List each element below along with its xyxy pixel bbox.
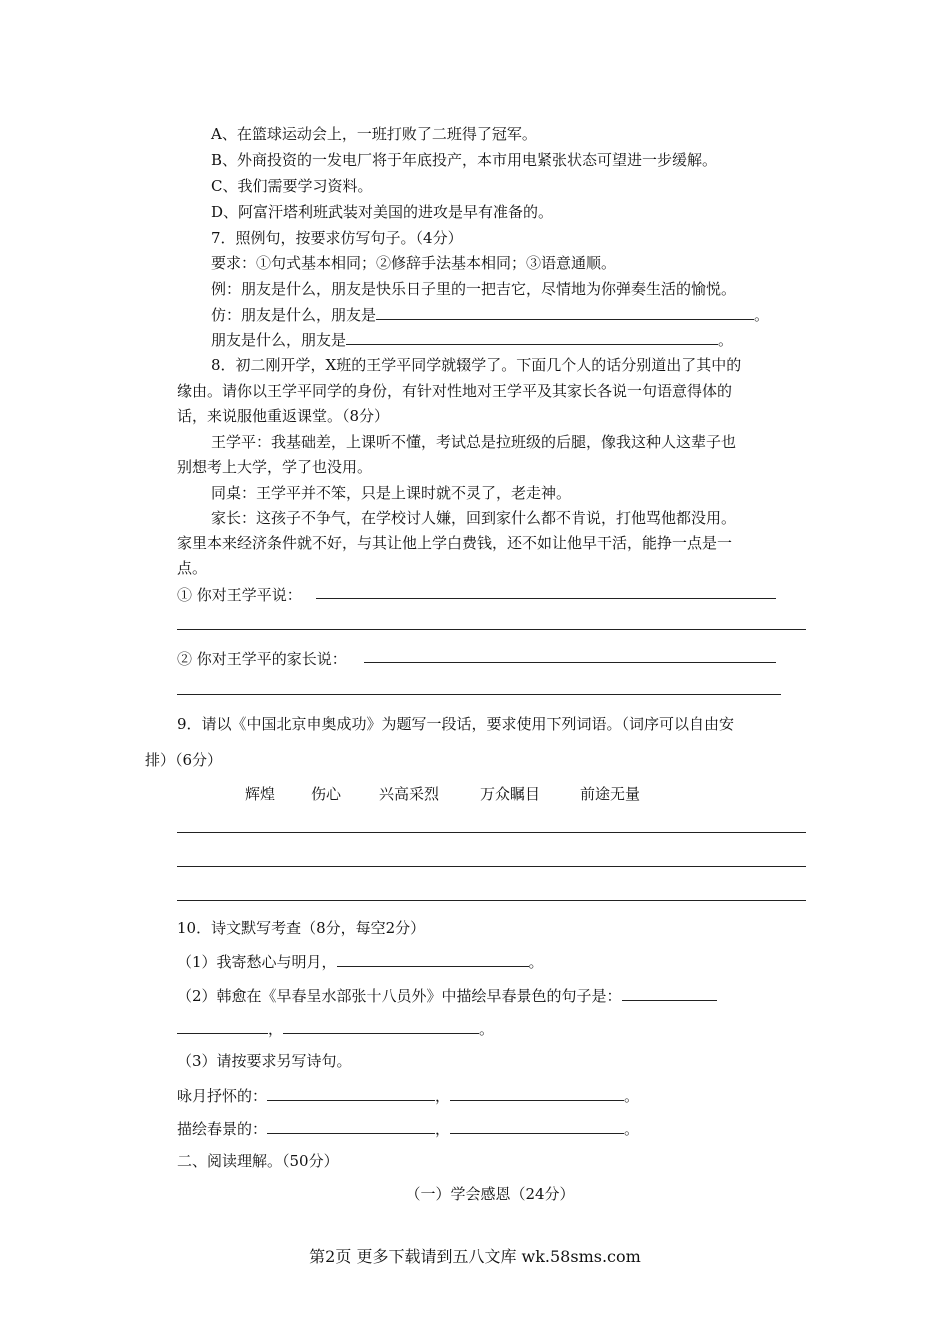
q10-item2-line1 [177, 985, 717, 1006]
q10-item2-blank-c[interactable] [283, 1018, 479, 1034]
q10-spring-label: 描绘春景的： [177, 1120, 268, 1138]
q10-title: 10．诗文默写考查（8分，每空2分） [177, 919, 426, 937]
q10-moon-blank-b[interactable] [450, 1085, 624, 1101]
q7-example: 例：朋友是什么，朋友是快乐日子里的一把吉它，尽情地为你弹奏生活的愉悦。 [211, 280, 737, 298]
q9-word: 万众瞩目 [480, 785, 541, 803]
q10-item2-blank-a[interactable] [622, 985, 717, 1001]
q8-para-line: 8．初二刚开学，X班的王学平同学就辍学了。下面几个人的话分别道出了其中的 [211, 356, 742, 374]
q9-word: 兴高采烈 [379, 785, 440, 803]
q9-word: 辉煌 [245, 785, 276, 803]
q8-answer1-blank[interactable] [316, 598, 776, 599]
q10-spring-blank-b[interactable] [450, 1118, 624, 1134]
q7-imitate-line [211, 304, 769, 325]
q10-item3: （3）请按要求另写诗句。 [177, 1052, 352, 1070]
q9-word-list [245, 784, 640, 804]
q6-option-a: A、在篮球运动会上，一班打败了二班得了冠军。 [211, 125, 537, 143]
q10-item2-end: 。 [479, 1020, 495, 1038]
q10-item1-prefix: （1）我寄愁心与明月， [177, 953, 337, 971]
q6-option-b: B、外商投资的一发电厂将于年底投产，本市用电紧张状态可望进一步缓解。 [211, 151, 718, 169]
q6-option-c: C、我们需要学习资料。 [211, 177, 373, 195]
q8-answer2-blank[interactable] [364, 662, 776, 663]
q9-title-line1: 9．请以《中国北京申奥成功》为题写一段话，要求使用下列词语。（词序可以自由安 [177, 715, 735, 733]
q8-wang-line: 别想考上大学，学了也没用。 [177, 458, 373, 476]
q8-para-line: 缘由。请你以王学平同学的身份，有针对性地对王学平及其家长各说一句语意得体的 [177, 382, 733, 400]
q10-spring-end: 。 [624, 1120, 640, 1138]
q7-title: 7．照例句，按要求仿写句子。（4分） [211, 229, 463, 247]
q7-second-prefix: 朋友是什么，朋友是 [211, 331, 347, 349]
q10-moon-line [177, 1085, 639, 1106]
q10-moon-label: 咏月抒怀的： [177, 1087, 268, 1105]
q10-moon-sep: ， [435, 1087, 451, 1105]
q8-answer1-label: ① 你对王学平说： [177, 586, 302, 604]
q8-wang-line: 王学平：我基础差，上课听不懂，考试总是拉班级的后腿，像我这种人这辈子也 [211, 433, 737, 451]
q10-spring-sep: ， [435, 1120, 451, 1138]
q8-parent-line: 点。 [177, 559, 208, 577]
q8-answer2-line2[interactable] [177, 694, 781, 695]
q10-moon-blank-a[interactable] [267, 1085, 435, 1101]
q10-moon-end: 。 [624, 1087, 640, 1105]
q8-parent-line: 家里本来经济条件就不好，与其让他上学白费钱，还不如让他早干活，能挣一点是一 [177, 534, 733, 552]
q7-second-end: 。 [718, 331, 734, 349]
q9-answer-line[interactable] [177, 832, 806, 833]
q8-answer1-line2[interactable] [177, 629, 806, 630]
q10-item2-blank-b[interactable] [177, 1018, 268, 1034]
q8-deskmate: 同桌：王学平并不笨，只是上课时就不灵了，老走神。 [211, 484, 572, 502]
page-footer: 第2页 更多下载请到五八文库 wk.58sms.com [309, 1247, 641, 1266]
q8-parent-line: 家长：这孩子不争气，在学校讨人嫌，回到家什么都不肯说，打他骂他都没用。 [211, 509, 737, 527]
q10-item2-sep: ， [268, 1020, 284, 1038]
q6-option-d: D、阿富汗塔利班武装对美国的进攻是早有准备的。 [211, 203, 554, 221]
q9-answer-line[interactable] [177, 866, 806, 867]
q7-second-blank[interactable] [346, 329, 718, 345]
q7-imitate-blank[interactable] [376, 304, 754, 320]
q9-word: 前途无量 [580, 785, 641, 803]
q10-spring-blank-a[interactable] [267, 1118, 435, 1134]
q7-second-line [211, 329, 733, 350]
q8-para-line: 话，来说服他重返课堂。（8分） [177, 407, 390, 425]
q9-word: 伤心 [311, 785, 342, 803]
subsection1-heading: （一）学会感恩（24分） [405, 1185, 575, 1203]
q9-answer-line[interactable] [177, 900, 806, 901]
q10-item2-text: （2）韩愈在《早春呈水部张十八员外》中描绘早春景色的句子是： [177, 987, 622, 1005]
q7-imitate-end: 。 [754, 306, 770, 324]
q10-item1 [177, 951, 544, 972]
q10-spring-line [177, 1118, 639, 1139]
q8-answer2-label: ② 你对王学平的家长说： [177, 650, 347, 668]
q7-requirement: 要求：①句式基本相同；②修辞手法基本相同；③语意通顺。 [211, 254, 617, 272]
q10-item1-blank[interactable] [337, 951, 529, 967]
q7-imitate-prefix: 仿：朋友是什么，朋友是 [211, 306, 377, 324]
q10-item2-line2 [177, 1018, 494, 1039]
q9-title-line2: 排）（6分） [145, 751, 223, 769]
section2-heading: 二、阅读理解。（50分） [177, 1152, 339, 1170]
q10-item1-end: 。 [528, 953, 544, 971]
